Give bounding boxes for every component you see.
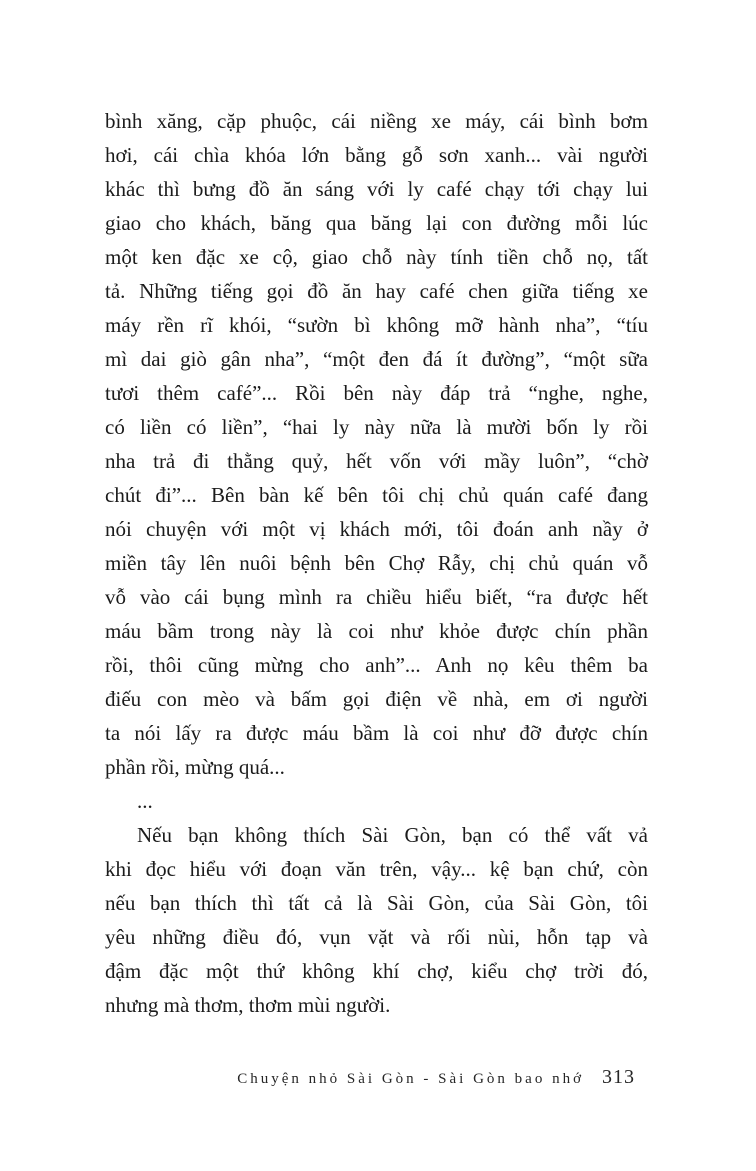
text-line: khi đọc hiểu với đoạn văn trên, vậy... kệ bạn chứ, còn xyxy=(105,857,648,881)
text-line: vỗ vào cái bụng mình ra chiều hiểu biết, “ra được hết xyxy=(105,585,648,609)
running-footer-title: Chuyện nhỏ Sài Gòn - Sài Gòn bao nhớ xyxy=(237,1071,584,1087)
page-number: 313 xyxy=(602,1066,635,1088)
text-line: nói chuyện với một vị khách mới, tôi đoán anh nầy ở xyxy=(105,517,648,541)
text-line: một ken đặc xe cộ, giao chỗ này tính tiền chỗ nọ, tất xyxy=(105,245,648,269)
text-line: có liền có liền”, “hai ly này nữa là mười bốn ly rồi xyxy=(105,415,648,439)
text-line: mì dai giò gân nha”, “một đen đá ít đường”, “một sữa xyxy=(105,347,648,371)
text-line: giao cho khách, băng qua băng lại con đường mỗi lúc xyxy=(105,211,648,235)
text-line: Nếu bạn không thích Sài Gòn, bạn có thể vất vả xyxy=(137,823,648,847)
text-line: ta nói lấy ra được máu bầm là coi như đỡ được chín xyxy=(105,721,648,745)
text-line: yêu những điều đó, vụn vặt và rối nùi, hỗn tạp và xyxy=(105,925,648,949)
paragraph xyxy=(105,818,648,1022)
text-line: nha trả đi thằng quỷ, hết vốn với mầy luôn”, “chờ xyxy=(105,449,648,473)
text-line: máy rền rĩ khói, “sườn bì không mỡ hành nha”, “tíu xyxy=(105,313,648,337)
paragraph xyxy=(105,784,648,818)
body-text xyxy=(105,104,648,1022)
text-line: đậm đặc một thứ không khí chợ, kiểu chợ trời đó, xyxy=(105,959,648,983)
text-line: nhưng mà thơm, thơm mùi người. xyxy=(105,993,391,1017)
text-line: bình xăng, cặp phuộc, cái niềng xe máy, cái bình bơm xyxy=(105,109,648,133)
text-line: phần rồi, mừng quá... xyxy=(105,755,285,779)
paragraph xyxy=(105,104,648,784)
text-line: tả. Những tiếng gọi đồ ăn hay café chen giữa tiếng xe xyxy=(105,279,648,303)
text-line: miền tây lên nuôi bệnh bên Chợ Rẫy, chị chủ quán vỗ xyxy=(105,551,648,575)
text-line: chút đi”... Bên bàn kế bên tôi chị chủ quán café đang xyxy=(105,483,648,507)
text-line: hơi, cái chìa khóa lớn bằng gỗ sơn xanh... vài người xyxy=(105,143,648,167)
text-line: ... xyxy=(137,789,153,813)
text-line: rồi, thôi cũng mừng cho anh”... Anh nọ kêu thêm ba xyxy=(105,653,648,677)
text-line: máu bầm trong này là coi như khỏe được chín phần xyxy=(105,619,648,643)
text-line: điếu con mèo và bấm gọi điện về nhà, em ơi người xyxy=(105,687,648,711)
page-footer xyxy=(237,1066,635,1089)
text-line: nếu bạn thích thì tất cả là Sài Gòn, của Sài Gòn, tôi xyxy=(105,891,648,915)
text-line: tươi thêm café”... Rồi bên này đáp trả “nghe, nghe, xyxy=(105,381,648,405)
text-line: khác thì bưng đồ ăn sáng với ly café chạy tới chạy lui xyxy=(105,177,648,201)
